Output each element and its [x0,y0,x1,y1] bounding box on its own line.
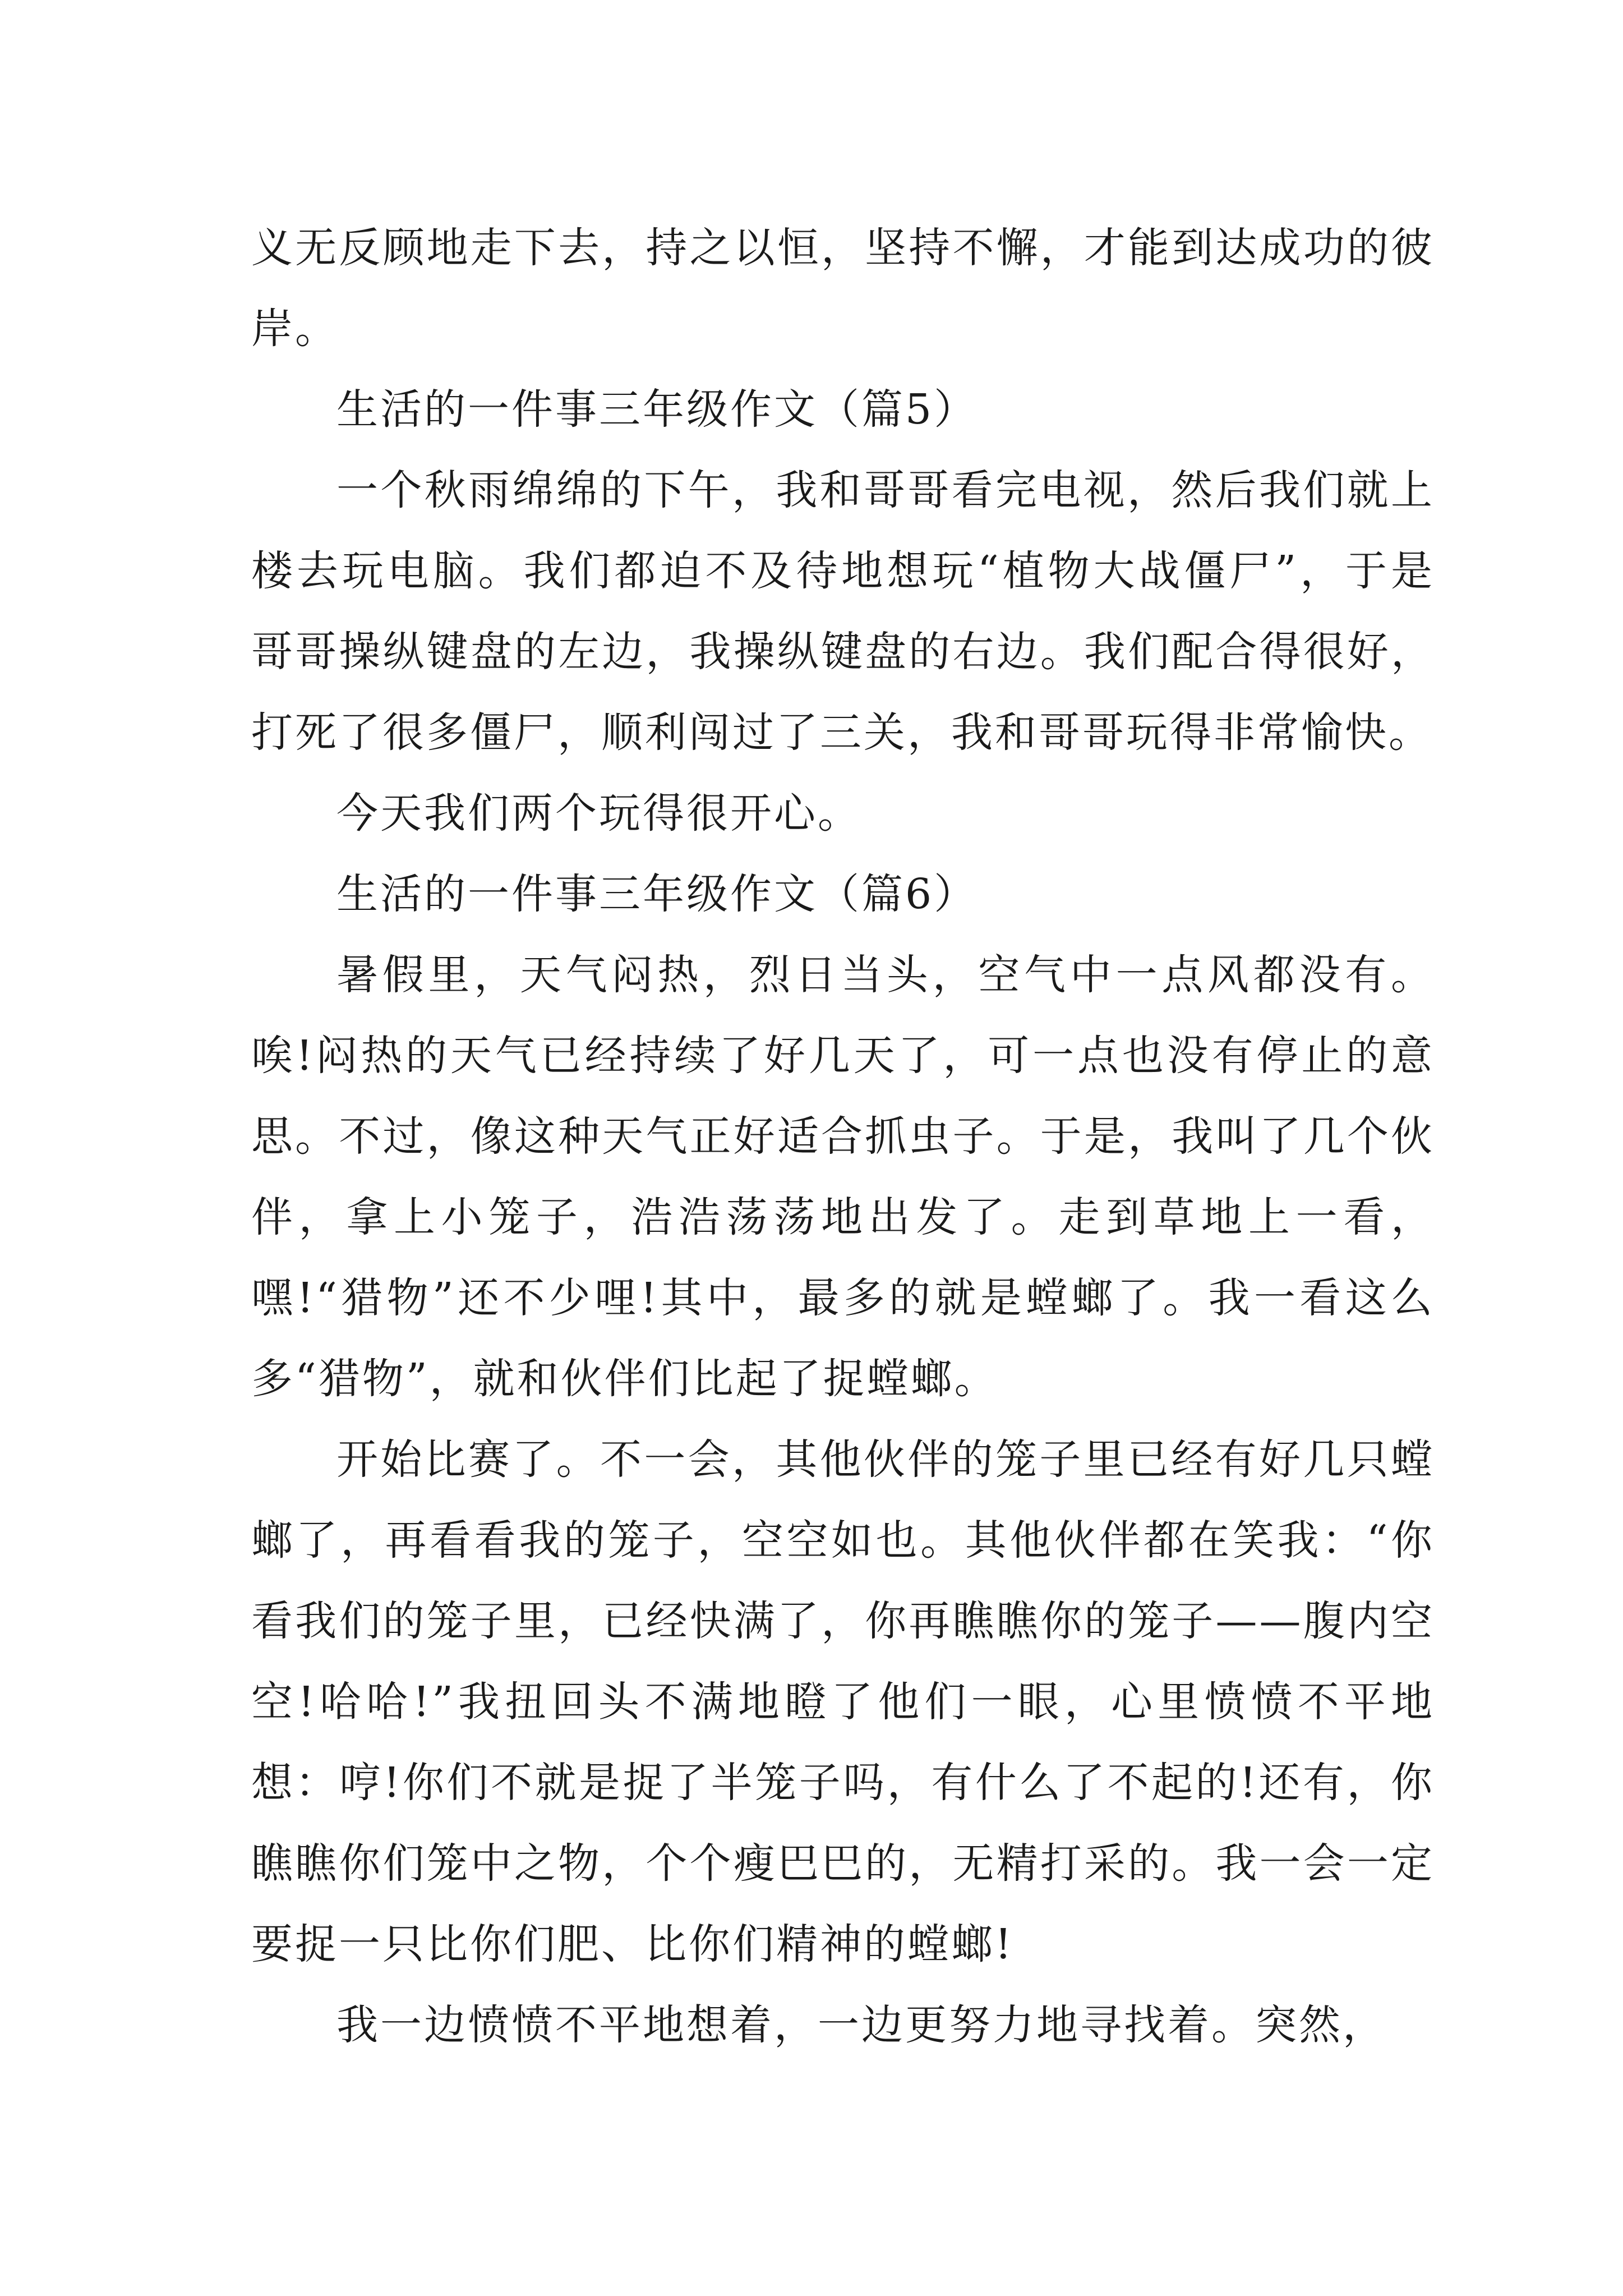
paragraph-competition: 开始比赛了。不一会，其他伙伴的笼子里已经有好几只螳螂了，再看看我的笼子，空空如也。其他伙伴都在笑我：“你看我们的笼子里，已经快满了，你再瞧瞧你的笼子——腹内空空!哈哈!”我扭回头不满地瞪了他们一眼，心里愤愤不平地想：哼!你们不就是捉了半笼子吗，有什么了不起的!还有，你瞧瞧你们笼中之物，个个瘦巴巴的，无精打采的。我一会一定要捉一只比你们肥、比你们精神的螳螂! [251,1435,1435,1968]
body-text [251,208,1435,2065]
section-heading-6: 生活的一件事三年级作文（篇6） [336,870,978,918]
paragraph-computer-game: 一个秋雨绵绵的下午，我和哥哥看完电视，然后我们就上楼去玩电脑。我们都迫不及待地想玩“植物大战僵尸”，于是哥哥操纵键盘的左边，我操纵键盘的右边。我们配合得很好，打死了很多僵尸，顺利闯过了三关，我和哥哥玩得非常愉快。 [251,466,1435,757]
paragraph-searching: 我一边愤愤不平地想着，一边更努力地寻找着。突然， [336,2001,1386,2049]
paragraph-summary: 今天我们两个玩得很开心。 [336,789,861,838]
paragraph-continuation: 义无反顾地走下去，持之以恒，坚持不懈，才能到达成功的彼岸。 [251,224,1435,353]
section-heading-5: 生活的一件事三年级作文（篇5） [336,385,978,434]
paragraph-summer-insects: 暑假里，天气闷热，烈日当头，空气中一点风都没有。唉!闷热的天气已经持续了好几天了，可一点也没有停止的意思。不过，像这种天气正好适合抓虫子。于是，我叫了几个伙伴，拿上小笼子，浩浩荡荡地出发了。走到草地上一看，嘿!“猎物”还不少哩!其中，最多的就是螳螂了。我一看这么多“猎物”，就和伙伴们比起了捉螳螂。 [251,951,1435,1403]
